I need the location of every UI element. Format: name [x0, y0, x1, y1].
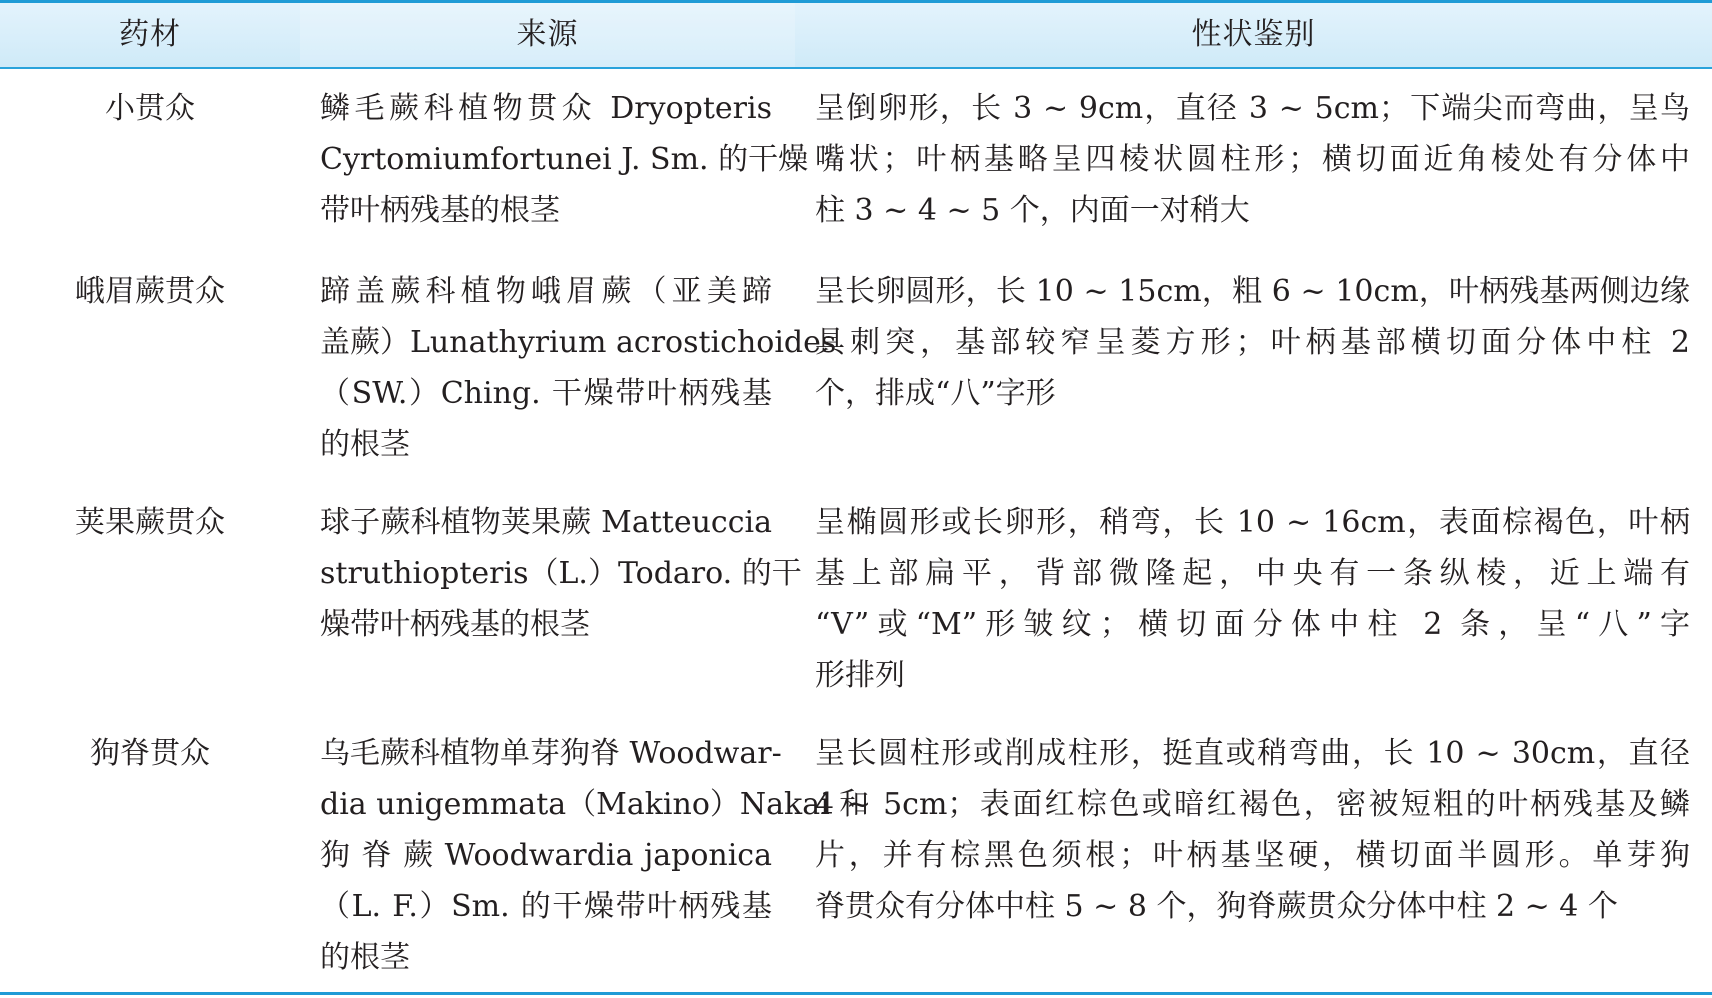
source-line: 盖蕨）Lunathyrium acrostichoides: [320, 325, 837, 360]
desc-line: 呈椭圆形或长卵形，稍弯，长 10 ~ 16cm，表面棕褐色，叶柄: [815, 505, 1690, 540]
desc-line: “V”或“M”形皱纹；横切面分体中柱 2 条，呈“八”字: [815, 607, 1690, 642]
herb-description: [815, 497, 1690, 701]
herb-source: [320, 728, 870, 983]
desc-line: 片，并有棕黑色须根；叶柄基坚硬，横切面半圆形。单芽狗: [815, 838, 1690, 873]
herb-description: [815, 728, 1690, 932]
header-source: 来源: [300, 3, 795, 67]
source-line: 狗 脊 蕨 Woodwardia japonica: [320, 838, 772, 873]
desc-line: 呈长圆柱形或削成柱形，挺直或稍弯曲，长 10 ~ 30cm，直径: [815, 736, 1690, 771]
header-description: 性状鉴别: [1191, 17, 1316, 52]
desc-line: 具刺突，基部较窄呈菱方形；叶柄基部横切面分体中柱 2: [815, 325, 1690, 360]
source-line: 燥带叶柄残基的根茎: [320, 607, 590, 642]
desc-line: 呈倒卵形，长 3 ~ 9cm，直径 3 ~ 5cm；下端尖而弯曲，呈鸟: [815, 91, 1690, 126]
desc-line: 形排列: [815, 658, 905, 693]
source-line: 蹄盖蕨科植物峨眉蕨（亚美蹄: [320, 274, 772, 309]
source-line: struthiopteris（L.）Todaro. 的干: [320, 556, 802, 591]
desc-line: 嘴状；叶柄基略呈四棱状圆柱形；横切面近角棱处有分体中: [815, 142, 1690, 177]
desc-line: 呈长卵圆形，长 10 ~ 15cm，粗 6 ~ 10cm，叶柄残基两侧边缘: [815, 274, 1690, 309]
source-line: Cyrtomiumfortunei J. Sm. 的干燥: [320, 142, 809, 177]
herb-name: 峨眉蕨贯众: [75, 274, 225, 309]
herb-description: [815, 83, 1690, 236]
herb-source: [320, 83, 809, 236]
source-line: 球子蕨科植物荚果蕨 Matteuccia: [320, 505, 772, 540]
source-line: 带叶柄残基的根茎: [320, 193, 560, 228]
desc-line: 4 ~ 5cm；表面红棕色或暗红褐色，密被短粗的叶柄残基及鳞: [815, 787, 1690, 822]
desc-line: 基上部扁平，背部微隆起，中央有一条纵棱，近上端有: [815, 556, 1690, 591]
herb-name: 荚果蕨贯众: [75, 505, 225, 540]
desc-line: 柱 3 ~ 4 ~ 5 个，内面一对稍大: [815, 193, 1250, 228]
herb-name: 小贯众: [105, 91, 195, 126]
source-line: （SW.）Ching. 干燥带叶柄残基: [320, 376, 772, 411]
herb-source: [320, 497, 802, 650]
herb-description: [815, 266, 1690, 419]
header-herb: 药材: [119, 17, 181, 52]
source-line: dia unigemmata（Makino）Nakai 和: [320, 787, 870, 822]
desc-line: 脊贯众有分体中柱 5 ~ 8 个，狗脊蕨贯众分体中柱 2 ~ 4 个: [815, 889, 1618, 924]
source-line: 的根茎: [320, 940, 410, 975]
source-line: 乌毛蕨科植物单芽狗脊 Woodwar-: [320, 736, 782, 771]
table-header: [0, 3, 1712, 69]
desc-line: 个，排成“八”字形: [815, 376, 1056, 411]
source-line: （L. F.）Sm. 的干燥带叶柄残基: [320, 889, 772, 924]
source-line: 的根茎: [320, 427, 410, 462]
herb-name: 狗脊贯众: [90, 736, 210, 771]
table-bottom-rule: [0, 992, 1712, 995]
herb-source: [320, 266, 837, 470]
source-line: 鳞毛蕨科植物贯众 Dryopteris: [320, 91, 772, 126]
